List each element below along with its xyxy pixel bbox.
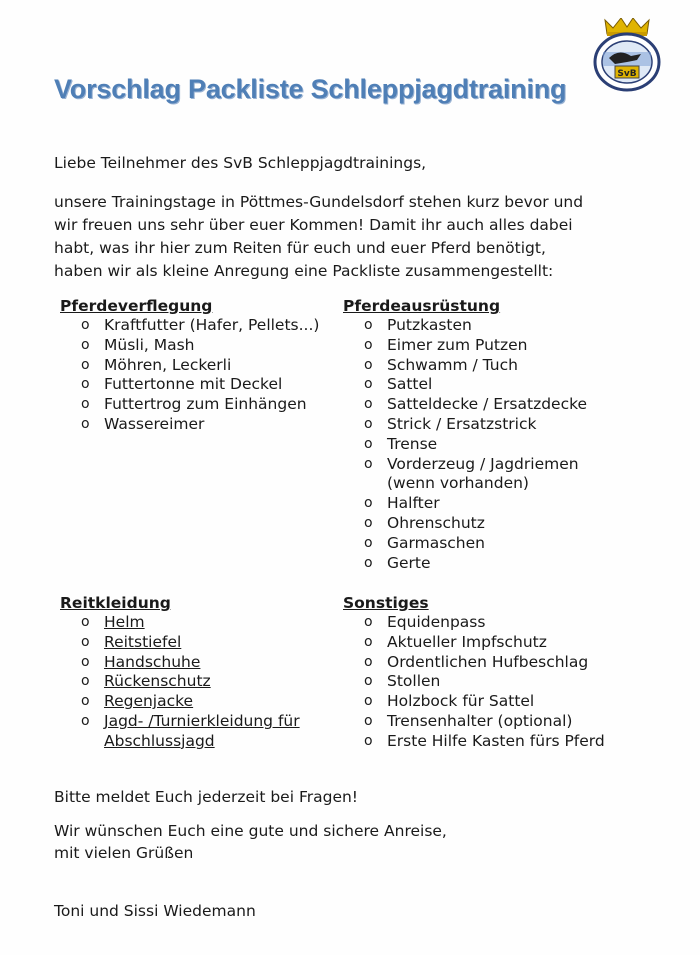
list-item: o Satteldecke / Ersatzdecke (364, 395, 588, 414)
section-pferdeausruestung (343, 296, 643, 573)
list-item: o Handschuhe (81, 652, 201, 671)
section-pferdeverflegung (60, 296, 340, 435)
list-item: o Holzbock für Sattel (364, 692, 535, 711)
list-item: o Stollen (364, 672, 441, 691)
list-item: o Futtertonne mit Deckel (81, 375, 283, 394)
section-heading: Reitkleidung (60, 594, 171, 612)
section-sonstiges (343, 593, 663, 752)
greeting: Liebe Teilnehmer des SvB Schleppjagdtrainings, (54, 154, 427, 172)
wishes-line-2: mit vielen Grüßen (54, 844, 194, 862)
list-item: o Rückenschutz (81, 672, 211, 691)
signature: Toni und Sissi Wiedemann (54, 902, 256, 920)
section-heading: Pferdeausrüstung (343, 297, 501, 315)
logo-text: SvB (617, 69, 637, 79)
list-item: o Gerte (364, 553, 431, 572)
list-item: o Wassereimer (81, 414, 205, 433)
list-item: o Kraftfutter (Hafer, Pellets...) (81, 316, 320, 334)
list-item: o Halfter (364, 494, 440, 513)
list-item: o Ordentlichen Hufbeschlag (364, 652, 589, 671)
list-item: o Vorderzeug / Jagdriemen (wenn vorhanden) (364, 454, 579, 493)
list-item: o Futtertrog zum Einhängen (81, 395, 307, 414)
intro-line-3: habt, was ihr hier zum Reiten für euch und euer Pferd benötigt, (54, 239, 546, 257)
questions-note: Bitte meldet Euch jederzeit bei Fragen! (54, 788, 359, 806)
section-reitkleidung (60, 593, 340, 752)
list-item: o Regenjacke (81, 692, 194, 711)
list-item: o Jagd- /Turnierkleidung für Abschlussjagd (81, 711, 300, 750)
section-heading: Pferdeverflegung (60, 297, 213, 315)
list-item: o Garmaschen (364, 533, 485, 552)
list-item: o Schwamm / Tuch (364, 355, 518, 374)
list-item: o Erste Hilfe Kasten fürs Pferd (364, 731, 605, 750)
wishes-line-1: Wir wünschen Euch eine gute und sichere Anreise, (54, 822, 447, 840)
club-logo (591, 18, 663, 92)
list-item: o Möhren, Leckerli (81, 355, 232, 374)
intro-line-4: haben wir als kleine Anregung eine Packliste zusammengestellt: (54, 262, 554, 280)
section-heading: Sonstiges (343, 594, 429, 612)
intro-line-1: unsere Trainingstage in Pöttmes-Gundelsdorf stehen kurz bevor und (54, 193, 584, 211)
page-title: Vorschlag Packliste Schleppjagdtraining (54, 74, 567, 104)
list-item: o Trense (364, 434, 438, 453)
list-item: o Reitstiefel (81, 632, 182, 651)
list-item: o Strick / Ersatzstrick (364, 414, 537, 433)
list-item: o Aktueller Impfschutz (364, 632, 547, 651)
list-item: o Ohrenschutz (364, 513, 485, 532)
list-item: o Helm (81, 613, 145, 631)
list-item: o Sattel (364, 375, 433, 394)
list-item: o Müsli, Mash (81, 335, 195, 354)
intro-line-2: wir freuen uns sehr über euer Kommen! Damit ihr auch alles dabei (54, 216, 573, 234)
list-item: o Equidenpass (364, 613, 486, 631)
list-item: o Eimer zum Putzen (364, 335, 528, 354)
list-item: o Putzkasten (364, 316, 472, 334)
list-item: o Trensenhalter (optional) (364, 711, 573, 730)
